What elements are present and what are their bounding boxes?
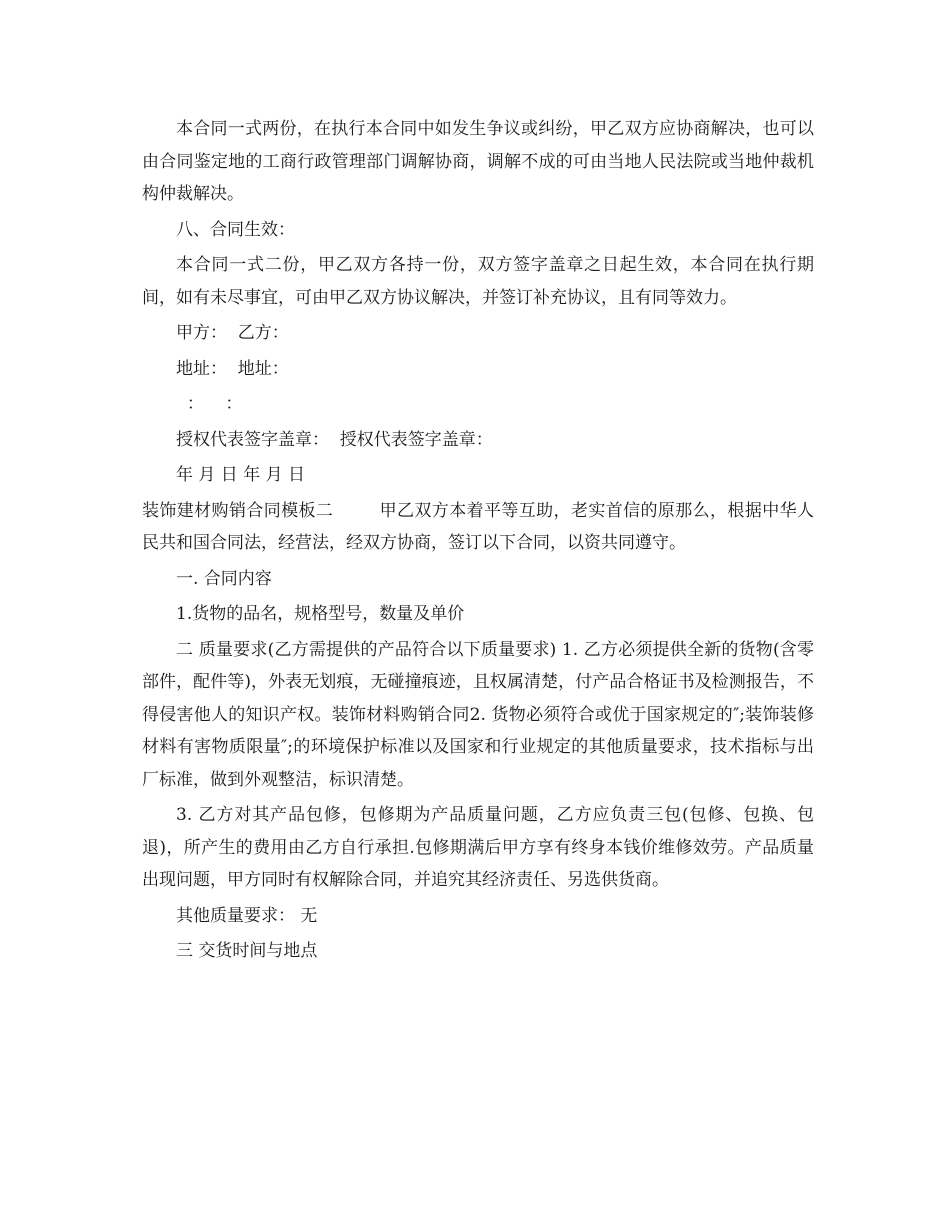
paragraph-contract-effect: 本合同一式二份，甲乙双方各持一份，双方签字盖章之日起生效，本合同在执行期间，如有未尽事宜，可由甲乙双方协议解决，并签订补充协议，且有同等效力。 [142,255,814,308]
paragraph-template-two-intro: 装饰建材购销合同模板二 甲乙双方本着平等互助，老实首信的原那么，根据中华人民共和国合同法，经营法，经双方协商，签订以下合同，以资共同遵守。 [142,500,814,553]
paragraph-quality-requirements: 二 质量要求(乙方需提供的产品符合以下质量要求) 1. 乙方必须提供全新的货物(含零部件，配件等)，外表无划痕，无碰撞痕迹，且权属清楚，付产品合格证书及检测报告，不得侵害他人的知识产权。装饰材料购销合同2. 货物必须符合或优于国家规定的″;装饰装修材料有害物质限量″;的环境保护标准以及国家和行业规定的其他质量要求，技术指标与出厂标准，做到外观整洁，标识清楚。 [142,639,814,790]
signature-date-line: 年 月 日 年 月 日 [176,465,306,485]
paragraph-dispute-resolution: 本合同一式两份，在执行本合同中如发生争议或纠纷，甲乙双方应协商解决，也可以由合同鉴定地的工商行政管理部门调解协商，调解不成的可由当地人民法院或当地仲裁机构仲裁解决。 [142,119,814,204]
signature-address-line: 地址： 地址： [176,358,289,379]
heading-contract-effect: 八、合同生效： [176,219,295,240]
heading-contract-content: 一. 合同内容 [176,568,272,589]
signature-representative-line: 授权代表签字盖章： 授权代表签字盖章： [176,429,493,450]
item-goods-spec: 1.货物的品名，规格型号，数量及单价 [176,604,465,624]
signature-party-line: 甲方： 乙方： [176,323,289,343]
paragraph-warranty: 3. 乙方对其产品包修，包修期为产品质量问题，乙方应负责三包(包修、包换、包退)，所产生的费用由乙方自行承担.包修期满后甲方享有终身本钱价维修效劳。产品质量出现问题，甲方同时有权解除合同，并追究其经济责任、另选供货商。 [142,805,814,890]
document-body [142,113,814,968]
paragraph-other-quality: 其他质量要求： 无 [176,905,318,926]
signature-blank-line: ： ： [176,394,243,414]
heading-delivery-time-place: 三 交货时间与地点 [176,941,318,961]
